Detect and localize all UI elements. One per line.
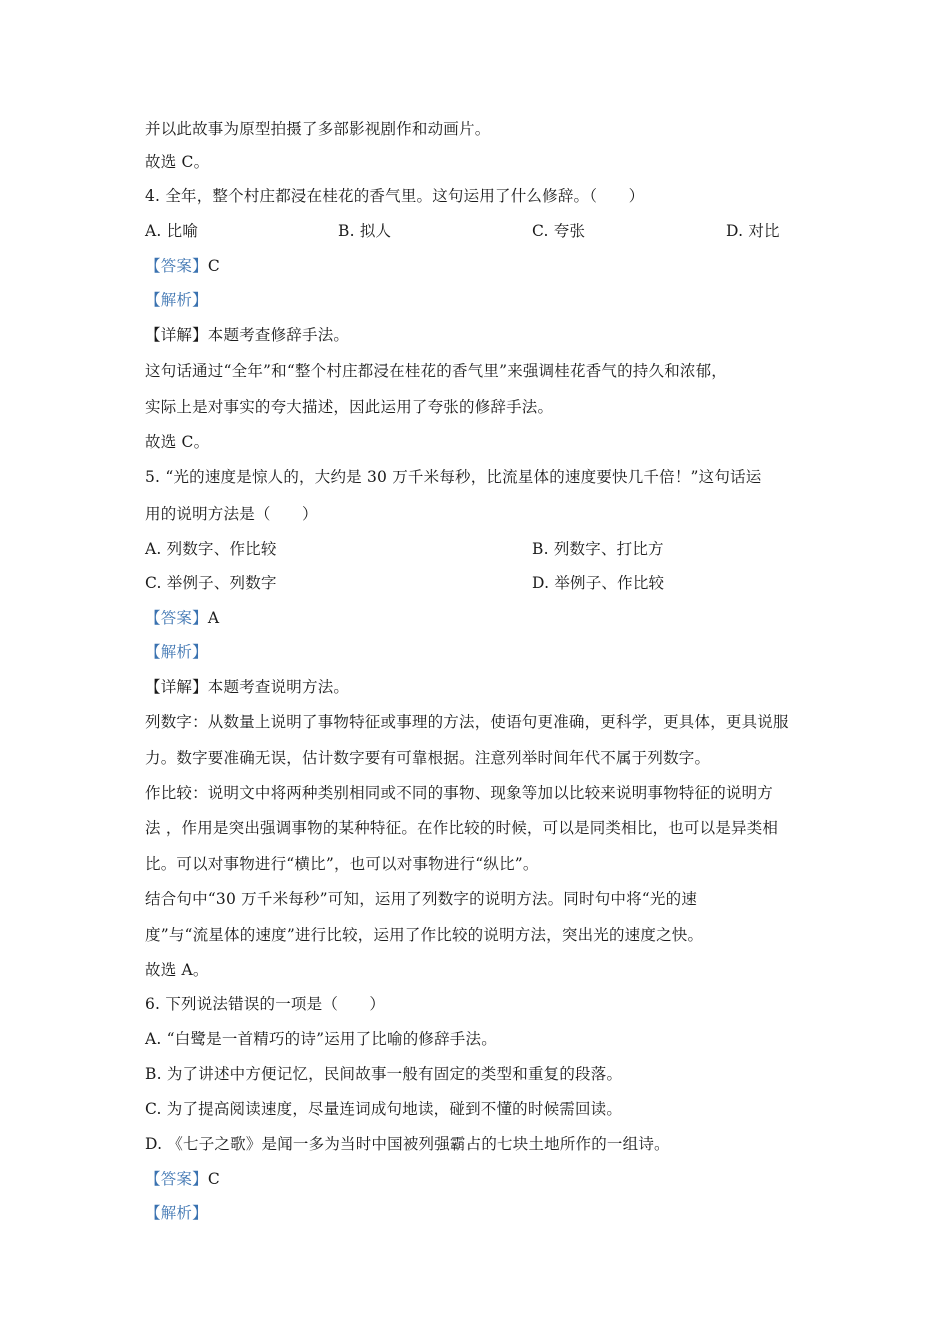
answer-label: 【答案】 <box>145 257 208 275</box>
detail-line: 【详解】本题考查说明方法。 <box>145 678 350 696</box>
question-6-stem: 6. 下列说法错误的一项是（ ） <box>145 995 386 1013</box>
explanation-line: 列数字：从数量上说明了事物特征或事理的方法，使语句更准确，更科学，更具体，更具说服 <box>145 713 789 731</box>
answer-line <box>145 608 219 628</box>
explanation-line: 结合句中“30 万千米每秒”可知，运用了列数字的说明方法。同时句中将“光的速 <box>145 890 698 908</box>
option-d: D. 《七子之歌》是闻一多为当时中国被列强霸占的七块土地所作的一组诗。 <box>145 1135 670 1153</box>
explanation-line: 法 ，作用是突出强调事物的某种特征。在作比较的时候，可以是同类相比，也可以是异类相 <box>145 819 779 837</box>
question-4-stem: 4. 全年，整个村庄都浸在桂花的香气里。这句运用了什么修辞。（ ） <box>145 187 645 205</box>
conclusion-line: 故选 C。 <box>145 153 210 171</box>
analysis-label: 【解析】 <box>145 643 208 661</box>
question-5-stem: 用的说明方法是（ ） <box>145 505 318 523</box>
conclusion-line: 故选 A。 <box>145 961 209 979</box>
question-5-stem: 5. “光的速度是惊人的，大约是 30 万千米每秒，比流星体的速度要快几千倍！”这句话运 <box>145 468 762 486</box>
option-a: A. 列数字、作比较 <box>145 540 277 558</box>
answer-label: 【答案】 <box>145 609 208 627</box>
answer-value: C <box>207 1170 220 1188</box>
detail-line: 【详解】本题考查修辞手法。 <box>145 326 350 344</box>
option-b: B. 拟人 <box>338 222 392 240</box>
explanation-line: 作比较：说明文中将两种类别相同或不同的事物、现象等加以比较来说明事物特征的说明方 <box>145 784 774 802</box>
explanation-line: 力。数字要准确无误，估计数字要有可靠根据。注意列举时间年代不属于列数字。 <box>145 749 711 767</box>
analysis-label: 【解析】 <box>145 291 208 309</box>
option-a: A. “白鹭是一首精巧的诗”运用了比喻的修辞手法。 <box>145 1030 497 1048</box>
explanation-line: 这句话通过“全年”和“整个村庄都浸在桂花的香气里”来强调桂花香气的持久和浓郁， <box>145 362 727 380</box>
option-d: D. 对比 <box>726 222 780 240</box>
answer-value: A <box>207 609 220 627</box>
option-c: C. 为了提高阅读速度，尽量连词成句地读，碰到不懂的时候需回读。 <box>145 1100 623 1118</box>
option-c: C. 举例子、列数字 <box>145 574 277 592</box>
answer-line <box>145 256 220 276</box>
paragraph-line: 并以此故事为原型拍摄了多部影视剧作和动画片。 <box>145 120 491 138</box>
conclusion-line: 故选 C。 <box>145 433 210 451</box>
explanation-line: 比。可以对事物进行“横比”，也可以对事物进行“纵比”。 <box>145 855 539 873</box>
answer-line <box>145 1169 220 1189</box>
option-b: B. 列数字、打比方 <box>532 540 664 558</box>
analysis-label: 【解析】 <box>145 1204 208 1222</box>
option-d: D. 举例子、作比较 <box>532 574 665 592</box>
option-a: A. 比喻 <box>145 222 199 240</box>
explanation-line: 度”与“流星体的速度”进行比较，运用了作比较的说明方法，突出光的速度之快。 <box>145 926 704 944</box>
explanation-line: 实际上是对事实的夸大描述，因此运用了夸张的修辞手法。 <box>145 398 554 416</box>
option-c: C. 夸张 <box>532 222 586 240</box>
answer-value: C <box>207 257 220 275</box>
option-b: B. 为了讲述中方便记忆，民间故事一般有固定的类型和重复的段落。 <box>145 1065 623 1083</box>
answer-label: 【答案】 <box>145 1170 208 1188</box>
